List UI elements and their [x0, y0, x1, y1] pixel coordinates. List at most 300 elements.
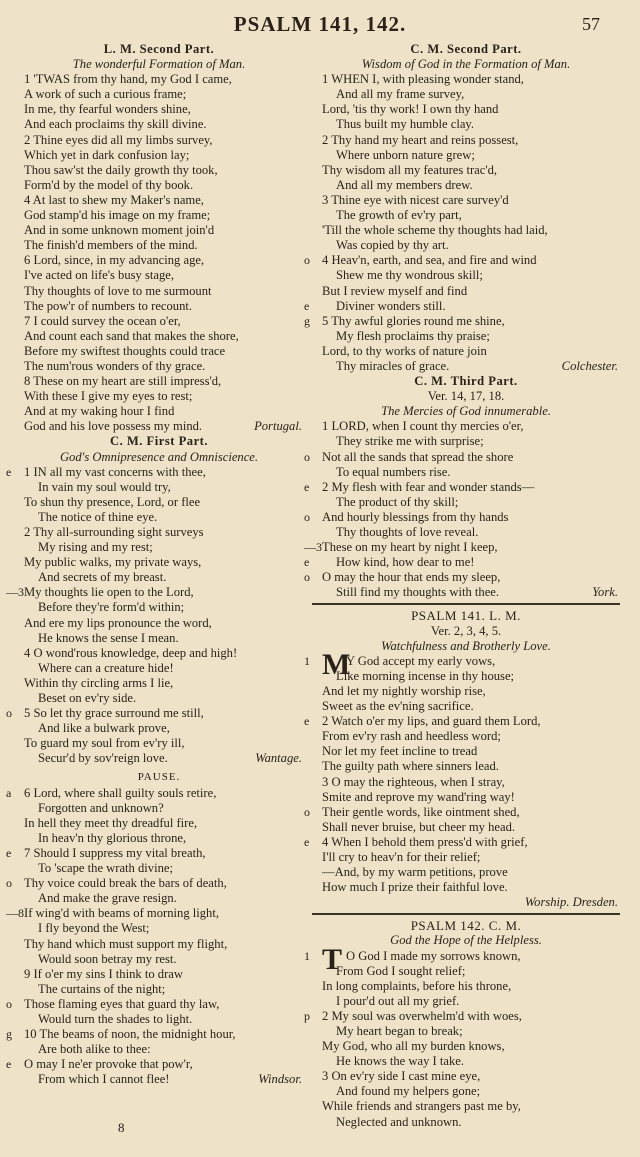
verse-line	[14, 982, 304, 997]
verse-text: Lord, 'tis thy work! I own thy hand	[322, 102, 499, 117]
verse-line	[312, 880, 620, 895]
verse-line	[14, 600, 304, 615]
verse-line	[312, 1069, 620, 1084]
verse-line	[14, 816, 304, 831]
verse-text: I pour'd out all my grief.	[336, 993, 460, 1008]
verse-line	[304, 834, 620, 850]
verse-text: O may I ne'er provoke that pow'r,	[24, 1057, 193, 1072]
verse-line	[312, 994, 620, 1009]
section-subtitle: Watchfulness and Brotherly Love.	[381, 638, 551, 653]
verse-line	[14, 801, 304, 816]
verse-text: 5 Thy awful glories round me shine,	[322, 313, 505, 328]
dynamic-mark: g	[6, 1027, 12, 1042]
verse-text: 2 My flesh with fear and wonder stands—	[322, 479, 535, 494]
verse-text: Lord, to thy works of nature join	[322, 343, 487, 358]
verse-text: Before they're form'd within;	[38, 600, 185, 615]
verse-text: The product of thy skill;	[336, 494, 459, 509]
verse-text: And count each sand that makes the shore,	[24, 328, 239, 343]
verse-line	[6, 464, 304, 480]
verse-line	[6, 1027, 304, 1042]
verse-text: And found my helpers gone;	[336, 1084, 481, 1099]
verse-line	[14, 344, 304, 359]
verse-text: But I review myself and find	[322, 283, 468, 298]
verse-line	[14, 329, 304, 344]
verse-text: The pow'r of numbers to recount.	[24, 298, 193, 313]
verse-text: O may the hour that ends my sleep,	[322, 570, 501, 585]
verse-text: Shew me thy wondrous skill;	[336, 268, 483, 283]
dynamic-mark: p	[304, 1008, 310, 1023]
section-subtitle: Ver. 14, 17, 18.	[427, 389, 505, 404]
verse-line	[14, 721, 304, 736]
dynamic-mark: o	[6, 996, 12, 1011]
verse-line	[14, 404, 304, 419]
verse-text: My public walks, my private ways,	[24, 555, 202, 570]
verse-text: 1 LORD, when I count thy mercies o'er,	[322, 419, 524, 434]
verse-text: In heav'n thy glorious throne,	[38, 830, 187, 845]
verse-text: I fly beyond the West;	[38, 921, 150, 936]
verse-text: 7 Should I suppress my vital breath,	[24, 845, 206, 860]
verse-line	[6, 1057, 304, 1072]
verse-line	[312, 979, 620, 994]
verse-text: Where unborn nature grew;	[336, 147, 475, 162]
section-heading: C. M. Third Part.	[414, 374, 518, 389]
verse-text: 1 'TWAS from thy hand, my God I came,	[24, 72, 232, 87]
verse-line	[312, 87, 620, 102]
verse-text: And hourly blessings from thy hands	[322, 509, 509, 524]
verse-line	[304, 253, 620, 268]
verse-text: And each proclaims thy skill divine.	[24, 117, 207, 132]
verse-text: Nor let my feet incline to tread	[322, 744, 478, 759]
verse-line	[14, 359, 304, 374]
verse-line	[14, 921, 304, 936]
dynamic-mark: o	[304, 570, 310, 585]
verse-text: Which yet in dark confusion lay;	[24, 147, 190, 162]
dynamic-mark: e	[304, 555, 310, 570]
section-subtitle: God the Hope of the Helpless.	[390, 933, 542, 948]
verse-text: How much I prize their faithful love.	[322, 880, 508, 895]
section-heading: C. M. Second Part.	[410, 42, 522, 56]
verse-line	[312, 525, 620, 540]
verse-line	[312, 669, 620, 684]
verse-line	[14, 570, 304, 585]
dynamic-mark: o	[304, 253, 310, 268]
section-subtitle: Ver. 2, 3, 4, 5.	[430, 623, 502, 638]
verse-line	[304, 555, 620, 570]
dynamic-mark: —3	[6, 585, 24, 600]
verse-line	[14, 163, 304, 178]
verse-text: The growth of ev'ry part,	[336, 208, 462, 223]
verse-line	[312, 1115, 620, 1130]
verse-text: Where can a creature hide!	[38, 660, 174, 675]
verse-line	[304, 313, 620, 329]
verse-number: 1	[304, 653, 310, 668]
verse-line	[14, 208, 304, 223]
verse-number: 1	[304, 948, 310, 963]
verse-text: Thou saw'st the daily growth thy took,	[24, 162, 218, 177]
verse-line	[14, 967, 304, 982]
verse-line	[312, 759, 620, 774]
verse-line	[304, 804, 620, 820]
verse-text: The notice of thine eye.	[38, 509, 158, 524]
verse-line	[6, 785, 304, 801]
verse-line	[14, 178, 304, 193]
section-subtitle: The wonderful Formation of Man.	[72, 57, 246, 72]
verse-text: And secrets of my breast.	[38, 570, 167, 585]
verse-text: If wing'd with beams of morning light,	[24, 906, 220, 921]
right-column	[304, 42, 620, 1130]
verse-line	[312, 434, 620, 449]
drop-cap: M	[322, 647, 351, 681]
verse-line	[14, 419, 304, 434]
verse-line	[14, 1012, 304, 1027]
verse-text: He knows the sense I mean.	[38, 630, 179, 645]
page-header	[0, 10, 640, 40]
verse-line	[14, 102, 304, 117]
verse-line	[312, 208, 620, 223]
verse-text: To shun thy presence, Lord, or flee	[24, 494, 201, 509]
verse-line	[312, 163, 620, 178]
verse-text: —And, by my warm petitions, prove	[322, 865, 508, 880]
verse-text: While friends and strangers past me by,	[322, 1099, 521, 1114]
verse-text: 4 When I behold them press'd with grief,	[322, 834, 528, 849]
verse-line	[14, 193, 304, 208]
verse-line	[312, 117, 620, 132]
verse-text: My God, who all my burden knows,	[322, 1039, 505, 1054]
verse-text: Was copied by thy art.	[336, 238, 449, 253]
verse-text: Neglected and unknown.	[336, 1114, 462, 1129]
verse-line	[312, 1054, 620, 1069]
verse-line	[312, 964, 620, 979]
dynamic-mark: e	[304, 298, 310, 313]
verse-line	[14, 525, 304, 540]
verse-text: Beset on ev'ry side.	[38, 691, 137, 706]
verse-text: 1 IN all my vast concerns with thee,	[24, 464, 206, 479]
verse-line	[304, 298, 620, 314]
tune-name: Portugal.	[254, 419, 302, 434]
verse-text: The finish'd members of the mind.	[24, 238, 198, 253]
dynamic-mark: e	[6, 1057, 12, 1072]
verse-text: Not all the sands that spread the shore	[322, 449, 514, 464]
verse-text: 4 O wond'rous knowledge, deep and high!	[24, 645, 238, 660]
verse-line	[14, 389, 304, 404]
tune-name: Windsor.	[258, 1072, 302, 1087]
tune-name: Colchester.	[561, 358, 618, 373]
verse-line	[6, 585, 304, 600]
dynamic-mark: o	[6, 706, 12, 721]
drop-cap: T	[322, 942, 343, 976]
tune-name: Worship. Dresden.	[524, 895, 618, 910]
verse-text: And at my waking hour I find	[24, 404, 175, 419]
verse-text: Those flaming eyes that guard thy law,	[24, 996, 220, 1011]
verse-text: 3 Thine eye with nicest care survey'd	[322, 192, 509, 207]
verse-line	[312, 1039, 620, 1054]
verse-text: And make the grave resign.	[38, 891, 177, 906]
verse-text: Thy miracles of grace.	[336, 358, 450, 373]
section-divider	[312, 603, 620, 605]
section-subtitle: God's Omnipresence and Omniscience.	[59, 449, 259, 464]
verse-text: To 'scape the wrath divine;	[38, 861, 173, 876]
verse-line	[14, 87, 304, 102]
psalm-heading: PSALM 141. L. M.	[411, 608, 521, 624]
tune-name: York.	[592, 585, 618, 600]
verse-text: And all my members drew.	[336, 177, 473, 192]
verse-line	[304, 509, 620, 525]
verse-line	[14, 952, 304, 967]
verse-text: From which I cannot flee!	[38, 1072, 170, 1087]
verse-line	[14, 751, 304, 766]
dynamic-mark: —3	[304, 540, 322, 555]
verse-line	[14, 861, 304, 876]
verse-line	[14, 148, 304, 163]
verse-text: 4 At last to shew my Maker's name,	[24, 192, 204, 207]
verse-text: My heart began to break;	[336, 1024, 463, 1038]
verse-line	[312, 102, 620, 117]
verse-text: And let my nightly worship rise,	[322, 683, 486, 698]
verse-line	[312, 790, 620, 805]
verse-line	[312, 268, 620, 283]
dynamic-mark: a	[6, 785, 12, 800]
verse-line	[312, 1084, 620, 1099]
verse-line	[304, 570, 620, 585]
verse-line	[304, 479, 620, 495]
verse-line	[312, 178, 620, 193]
verse-text: Thus built my humble clay.	[336, 117, 475, 132]
verse-line	[14, 937, 304, 952]
verse-line	[312, 775, 620, 790]
pause-heading: PAUSE.	[137, 770, 181, 783]
verse-text: Before my swiftest thoughts could trace	[24, 343, 226, 358]
section-heading: L. M. Second Part.	[103, 42, 215, 56]
verse-line	[14, 314, 304, 329]
verse-text: Thy thoughts of love reveal.	[336, 525, 479, 539]
verse-line	[312, 585, 620, 600]
verse-line	[14, 480, 304, 495]
section-heading: C. M. First Part.	[109, 434, 209, 449]
verse-line	[304, 1008, 620, 1024]
verse-line	[304, 540, 620, 555]
section-divider	[312, 913, 620, 915]
verse-line	[312, 820, 620, 835]
verse-line	[14, 510, 304, 525]
verse-text: 4 Heav'n, earth, and sea, and fire and wind	[322, 253, 537, 268]
verse-text: They strike me with surprise;	[336, 434, 484, 449]
verse-line	[14, 253, 304, 268]
dynamic-mark: e	[304, 479, 310, 494]
verse-line	[304, 714, 620, 729]
verse-text: 7 I could survey the ocean o'er,	[24, 313, 181, 328]
verse-text: Sweet as the ev'ning sacrifice.	[322, 699, 474, 714]
verse-line	[14, 616, 304, 631]
verse-text: Still find my thoughts with thee.	[336, 585, 500, 600]
verse-text: The num'rous wonders of thy grace.	[24, 358, 206, 373]
verse-text: 9 If o'er my sins I think to draw	[24, 966, 183, 981]
verse-text: Diviner wonders still.	[336, 298, 446, 313]
verse-text: And ere my lips pronounce the word,	[24, 615, 212, 630]
verse-line	[14, 736, 304, 751]
verse-text: And like a bulwark prove,	[38, 721, 170, 736]
verse-line	[6, 876, 304, 891]
verse-line	[312, 359, 620, 374]
section-subtitle: The Mercies of God innumerable.	[381, 404, 551, 419]
verse-line	[14, 891, 304, 906]
verse-text: My flesh proclaims thy praise;	[336, 328, 490, 343]
page-number: 57	[582, 14, 600, 34]
psalm-heading: PSALM 142. C. M.	[410, 918, 522, 934]
dynamic-mark: e	[304, 834, 310, 849]
verse-text: To equal numbers rise.	[336, 464, 451, 479]
verse-line	[14, 540, 304, 555]
dynamic-mark: o	[6, 876, 12, 891]
verse-line	[312, 1099, 620, 1114]
verse-text: How kind, how dear to me!	[336, 555, 475, 570]
verse-text: The curtains of the night;	[38, 981, 166, 996]
verse-line	[14, 238, 304, 253]
verse-text: Within thy circling arms I lie,	[24, 675, 174, 690]
dynamic-mark: e	[6, 464, 12, 479]
verse-text: 1 WHEN I, with pleasing wonder stand,	[322, 72, 524, 87]
verse-text: God and his love possess my mind.	[24, 419, 203, 434]
verse-text: And in some unknown moment join'd	[24, 223, 215, 238]
verse-line	[312, 729, 620, 744]
verse-text: In me, thy fearful wonders shine,	[24, 102, 191, 117]
verse-text: With these I give my eyes to rest;	[24, 389, 193, 404]
verse-text: He knows the way I take.	[336, 1054, 464, 1069]
verse-text: And all my frame survey,	[336, 87, 465, 102]
verse-line	[14, 555, 304, 570]
verse-text: A work of such a curious frame;	[24, 87, 187, 102]
verse-line	[312, 329, 620, 344]
verse-line	[312, 223, 620, 238]
verse-text: These on my heart by night I keep,	[322, 540, 498, 555]
verse-text: O God I made my sorrows known,	[346, 948, 521, 963]
dynamic-mark: g	[304, 313, 310, 328]
verse-line	[312, 744, 620, 759]
verse-line	[14, 831, 304, 846]
verse-text: 6 Lord, since, in my advancing age,	[24, 253, 205, 268]
verse-text: From ev'ry rash and heedless word;	[322, 729, 501, 744]
verse-line	[14, 646, 304, 661]
verse-line	[312, 193, 620, 208]
verse-line	[14, 117, 304, 132]
verse-text: 5 So let thy grace surround me still,	[24, 706, 204, 721]
verse-text: Like morning incense in thy house;	[336, 668, 515, 683]
verse-line	[312, 284, 620, 299]
verse-text: 2 Thy all-surrounding sight surveys	[24, 525, 204, 539]
verse-text: Smite and reprove my wand'ring way!	[322, 789, 515, 804]
page-title: PSALM 141, 142.	[233, 12, 407, 36]
verse-line	[6, 845, 304, 861]
verse-text: Would soon betray my rest.	[38, 951, 177, 966]
verse-line	[312, 865, 620, 880]
verse-text: Thy wisdom all my features trac'd,	[322, 162, 498, 177]
verse-text: Form'd by the model of thy book.	[24, 177, 194, 192]
verse-text: 10 The beams of noon, the midnight hour,	[24, 1027, 236, 1042]
section-subtitle: Wisdom of God in the Formation of Man.	[361, 57, 571, 72]
dynamic-mark: o	[304, 804, 310, 819]
verse-text: Thy thoughts of love to me surmount	[24, 283, 212, 298]
verse-line	[6, 706, 304, 721]
verse-line	[312, 133, 620, 148]
verse-text: 2 Thine eyes did all my limbs survey,	[24, 132, 213, 147]
verse-line	[312, 684, 620, 699]
verse-text: 6 Lord, where shall guilty souls retire,	[24, 785, 217, 800]
verse-line	[14, 268, 304, 283]
verse-line	[14, 495, 304, 510]
verse-line	[14, 1072, 304, 1087]
verse-line	[312, 72, 620, 87]
tune-names	[312, 895, 620, 910]
verse-line	[6, 906, 304, 921]
verse-line	[6, 996, 304, 1012]
verse-text: My thoughts lie open to the Lord,	[24, 585, 194, 600]
verse-line	[312, 850, 620, 865]
verse-line	[14, 133, 304, 148]
dynamic-mark: e	[6, 845, 12, 860]
verse-text: 'Till the whole scheme thy thoughts had laid,	[322, 223, 548, 238]
verse-line	[14, 223, 304, 238]
left-column	[6, 42, 304, 1087]
verse-text: Secur'd by sov'reign love.	[38, 751, 168, 766]
verse-text: Their gentle words, like ointment shed,	[322, 804, 520, 819]
verse-text: Shall never bruise, but cheer my head.	[322, 819, 516, 834]
verse-text: Forgotten and unknown?	[38, 800, 164, 815]
verse-line	[14, 661, 304, 676]
verse-text: My rising and my rest;	[38, 540, 153, 555]
verse-text: 2 Watch o'er my lips, and guard them Lord,	[322, 714, 541, 729]
verse-text: I'll cry to heav'n for their relief;	[322, 849, 481, 864]
verse-line	[14, 631, 304, 646]
verse-line	[14, 72, 304, 87]
verse-line	[312, 699, 620, 714]
verse-text: Thy hand which must support my flight,	[24, 936, 228, 951]
verse-text: 3 O may the righteous, when I stray,	[322, 774, 505, 789]
verse-line	[14, 691, 304, 706]
verse-text: 2 My soul was overwhelm'd with woes,	[322, 1008, 522, 1023]
verse-line	[312, 465, 620, 480]
verse-text: Would turn the shades to light.	[38, 1012, 193, 1026]
verse-line	[312, 419, 620, 434]
dynamic-mark: o	[304, 449, 310, 464]
verse-line	[14, 374, 304, 389]
verse-line	[304, 449, 620, 465]
verse-text: Are both alike to thee:	[38, 1042, 151, 1057]
verse-line	[14, 299, 304, 314]
verse-line	[312, 238, 620, 253]
tune-name: Wantage.	[255, 751, 302, 766]
verse-text: From God I sought relief;	[336, 963, 466, 978]
verse-text: In vain my soul would try,	[38, 479, 171, 494]
verse-text: Y God accept my early vows,	[346, 653, 496, 668]
verse-text: God stamp'd his image on my frame;	[24, 208, 211, 223]
verse-text: Thy voice could break the bars of death,	[24, 876, 227, 891]
dynamic-mark: —8	[6, 906, 24, 921]
verse-line	[312, 344, 620, 359]
verse-line	[312, 495, 620, 510]
verse-text: 8 These on my heart are still impress'd,	[24, 374, 222, 389]
verse-text: The guilty path where sinners lead.	[322, 759, 499, 774]
verse-line	[14, 1042, 304, 1057]
verse-text: I've acted on life's busy stage,	[24, 268, 175, 283]
verse-line	[312, 1024, 620, 1039]
verse-text: In hell they meet thy dreadful fire,	[24, 815, 198, 830]
verse-text: 2 Thy hand my heart and reins possest,	[322, 132, 519, 147]
dynamic-mark: e	[304, 714, 310, 729]
signature-mark: 8	[118, 1120, 125, 1135]
verse-text: To guard my soul from ev'ry ill,	[24, 736, 185, 751]
verse-line	[312, 148, 620, 163]
verse-line	[14, 284, 304, 299]
verse-text: 3 On ev'ry side I cast mine eye,	[322, 1069, 481, 1084]
